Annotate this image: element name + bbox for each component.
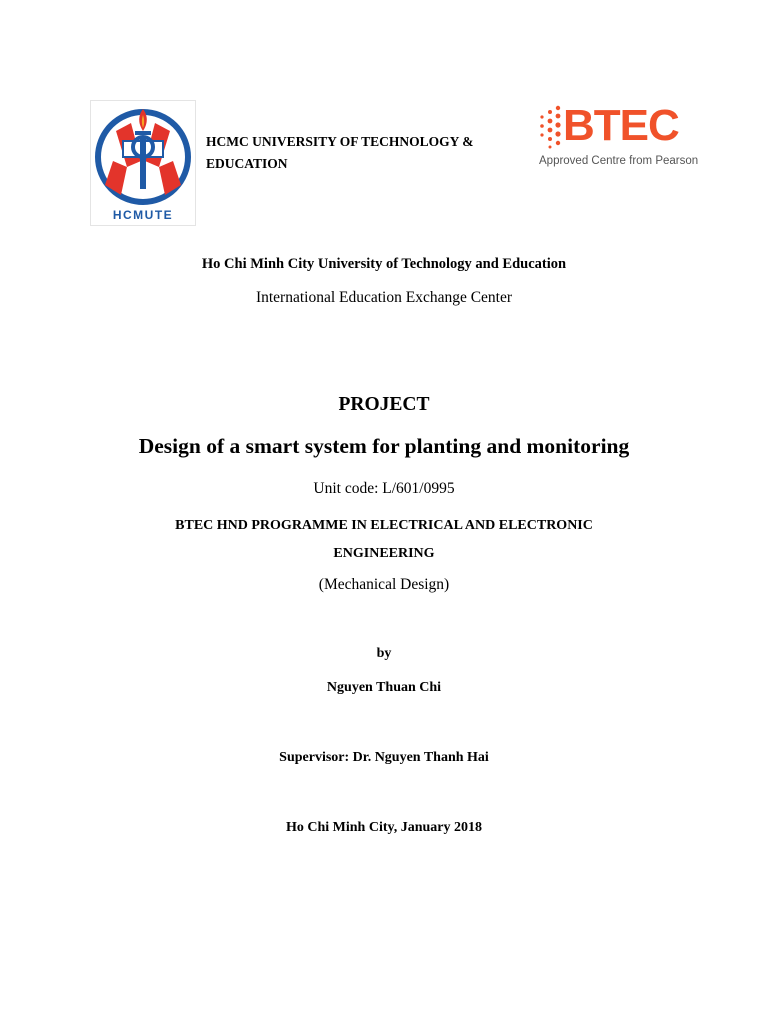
institution-full-name: Ho Chi Minh City University of Technology and Education: [201, 256, 567, 272]
programme: [0, 512, 768, 568]
btec-dots-icon: [536, 104, 564, 155]
university-name: [206, 131, 506, 175]
programme-line1: BTEC HND PROGRAMME IN ELECTRICAL AND ELECTRONIC: [175, 518, 593, 533]
hcmute-logo-text: HCMUTE: [112, 208, 174, 222]
supervisor: Supervisor: Dr. Nguyen Thanh Hai: [279, 750, 489, 765]
btec-subtitle: Approved Centre from Pearson: [539, 155, 699, 167]
btec-logo-wordmark: BTEC: [563, 101, 679, 150]
unit-code: Unit code: L/601/0995: [313, 480, 455, 497]
document-type: PROJECT: [338, 394, 430, 415]
place-date: Ho Chi Minh City, January 2018: [285, 820, 483, 835]
author-name: Nguyen Thuan Chi: [326, 680, 442, 695]
document-subtitle: (Mechanical Design): [318, 576, 450, 593]
by-label: by: [376, 646, 392, 661]
hcmute-logo: [90, 100, 196, 226]
institution-center: International Education Exchange Center: [255, 289, 513, 306]
document-title: Design of a smart system for planting and monitoring: [138, 434, 630, 458]
programme-line2: ENGINEERING: [333, 546, 435, 561]
university-name-line2: EDUCATION: [206, 156, 288, 171]
university-name-line1: HCMC UNIVERSITY OF TECHNOLOGY &: [206, 134, 474, 149]
